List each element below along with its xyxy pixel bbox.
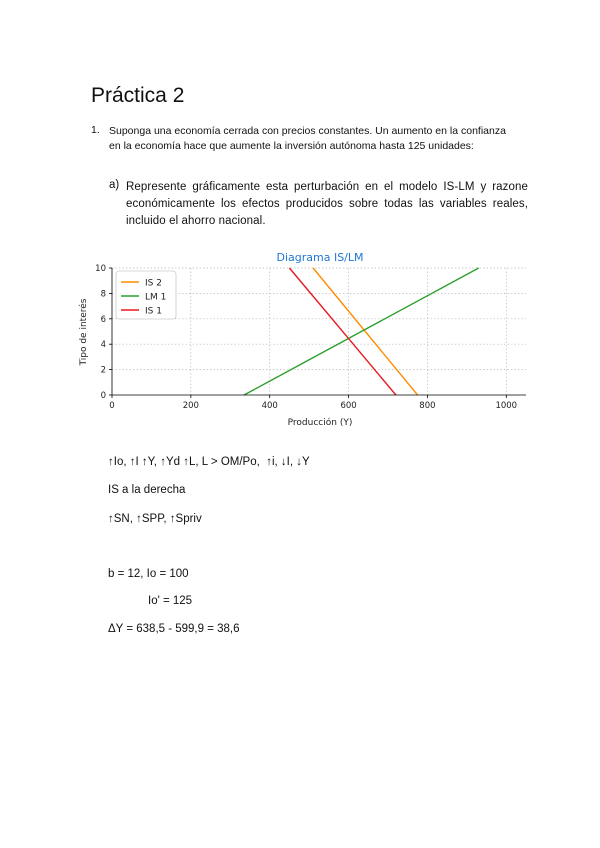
x-tick-label: 1000 bbox=[495, 401, 518, 411]
x-tick-label: 400 bbox=[261, 401, 278, 411]
y-tick-label: 10 bbox=[95, 264, 106, 274]
question-text: Suponga una economía cerrada con precios constantes. Un aumento en la confianza en la economía hace que aumente la inversión autónoma hasta 125 unidades: bbox=[109, 125, 506, 152]
subquestion-text: Represente gráficamente esta perturbación en el modelo IS-LM y razone económicamente los efectos producidos sobre todas las variables reales, incluido el ahorro nacional. bbox=[126, 181, 528, 227]
answer-line-parameters: b = 12, Io = 100 bbox=[108, 568, 189, 580]
answer-line-delta-y: ΔY = 638,5 - 599,9 = 38,6 bbox=[108, 623, 240, 635]
legend-label: IS 2 bbox=[145, 278, 162, 289]
x-tick-label: 200 bbox=[182, 401, 199, 411]
legend-label: IS 1 bbox=[145, 306, 162, 317]
answer-line-new-investment: Io' = 125 bbox=[148, 595, 193, 607]
chart-title: Diagrama IS/LM bbox=[276, 251, 364, 264]
page-title: Práctica 2 bbox=[91, 84, 185, 107]
answer-line-shift: IS a la derecha bbox=[108, 484, 186, 496]
chart-series bbox=[244, 268, 479, 395]
x-tick-label: 800 bbox=[419, 401, 436, 411]
y-tick-label: 4 bbox=[100, 340, 106, 351]
chart-ylabel: Tipo de interés bbox=[79, 298, 89, 366]
y-tick-label: 2 bbox=[100, 365, 106, 376]
chart-legend bbox=[116, 271, 176, 319]
question-number: 1. bbox=[91, 124, 100, 136]
series-line-is-1 bbox=[289, 268, 395, 395]
legend-label: LM 1 bbox=[145, 292, 167, 303]
y-tick-label: 0 bbox=[100, 391, 106, 401]
series-line-is-2 bbox=[313, 268, 417, 395]
chart-xlabel: Producción (Y) bbox=[287, 418, 353, 428]
series-line-lm-1 bbox=[244, 268, 479, 395]
x-tick-label: 600 bbox=[340, 401, 357, 411]
answer-line-savings: ↑SN, ↑SPP, ↑Spriv bbox=[108, 513, 202, 525]
answer-line-effects: ↑Io, ↑I ↑Y, ↑Yd ↑L, L > OM/Po, ↑i, ↓I, ↓Y bbox=[108, 456, 310, 468]
x-tick-label: 0 bbox=[109, 401, 115, 411]
y-tick-label: 6 bbox=[100, 314, 106, 325]
islm-chart bbox=[70, 248, 540, 428]
y-tick-label: 8 bbox=[100, 289, 106, 300]
subquestion-label: a) bbox=[109, 179, 120, 191]
